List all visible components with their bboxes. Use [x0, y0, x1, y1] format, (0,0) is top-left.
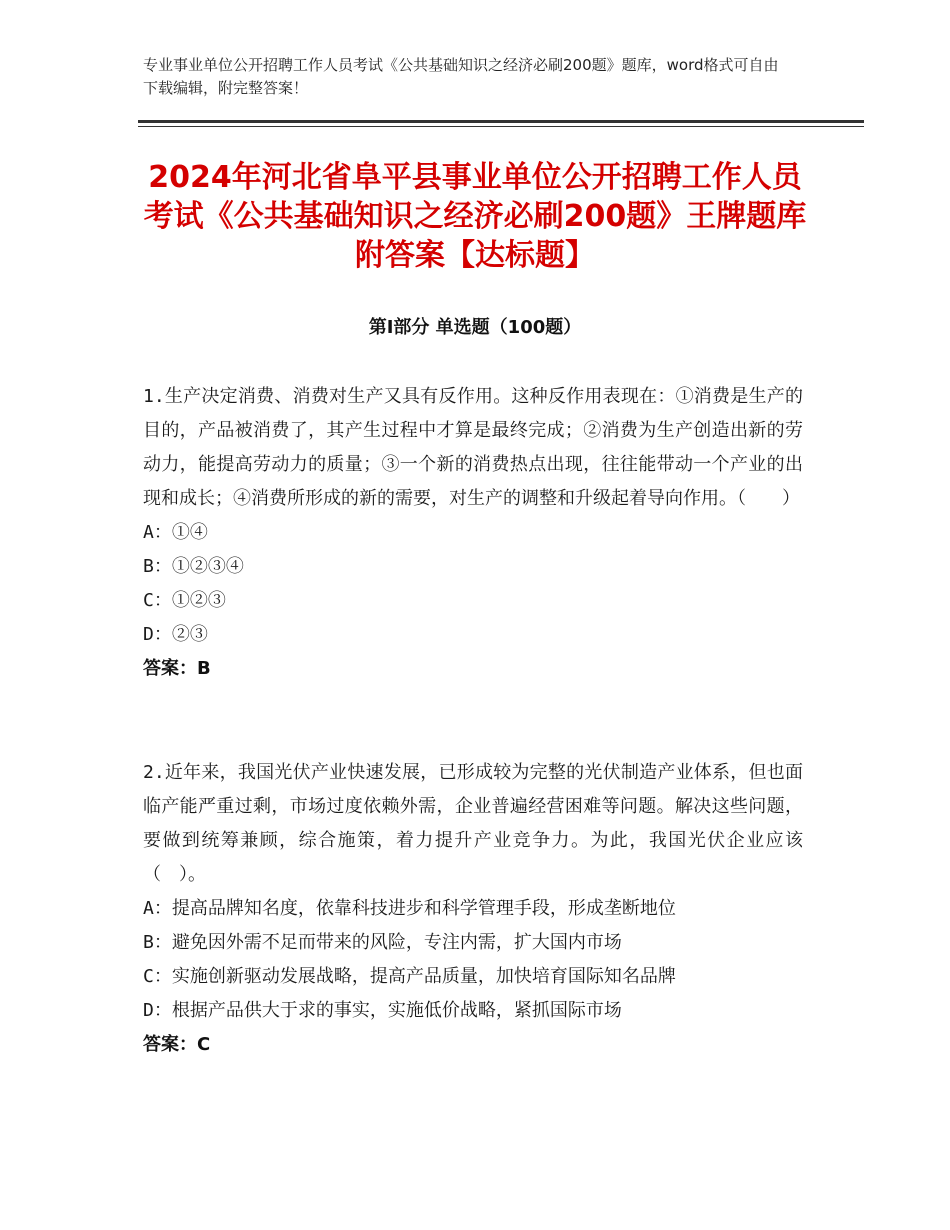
header-divider-thin: [138, 126, 864, 127]
header-divider: [138, 120, 864, 123]
option-b: B：避免因外需不足而带来的风险，专注内需，扩大国内市场: [143, 932, 622, 953]
question-stem: 2.近年来，我国光伏产业快速发展，已形成较为完整的光伏制造产业体系，但也面临产能严重过剩，市场过度依赖外需，企业普遍经营困难等问题。解决这些问题，要做到统筹兼顾，综合施策，着力提升产业竞争力。为此，我国光伏企业应该（ ）。: [143, 762, 803, 885]
option-c: C：实施创新驱动发展战略，提高产品质量，加快培育国际知名品牌: [143, 966, 676, 987]
option-b: B：①②③④: [143, 556, 244, 577]
question-2: [143, 756, 803, 1062]
section-heading: 第Ⅰ部分 单选题（100题）: [368, 317, 582, 338]
question-stem: 1.生产决定消费、消费对生产又具有反作用。这种反作用表现在：①消费是生产的目的，产品被消费了，其产生过程中才算是最终完成；②消费为生产创造出新的劳动力，能提高劳动力的质量；③一个新的消费热点出现，往往能带动一个产业的出现和成长；④消费所形成的新的需要，对生产的调整和升级起着导向作用。（ ）: [143, 386, 803, 509]
answer: 答案：B: [143, 658, 211, 679]
option-d: D：根据产品供大于求的事实，实施低价战略，紧抓国际市场: [143, 1000, 622, 1021]
question-1: [143, 380, 803, 686]
answer: 答案：C: [143, 1034, 211, 1055]
option-a: A：①④: [143, 522, 208, 543]
option-c: C：①②③: [143, 590, 226, 611]
header-note: 专业事业单位公开招聘工作人员考试《公共基础知识之经济必刷200题》题库，word格式可自由下载编辑，附完整答案！: [143, 56, 779, 97]
option-a: A：提高品牌知名度，依靠科技进步和科学管理手段，形成垄断地位: [143, 898, 676, 919]
document-title: 2024年河北省阜平县事业单位公开招聘工作人员考试《公共基础知识之经济必刷200题》王牌题库附答案【达标题】: [143, 160, 807, 273]
option-d: D：②③: [143, 624, 208, 645]
